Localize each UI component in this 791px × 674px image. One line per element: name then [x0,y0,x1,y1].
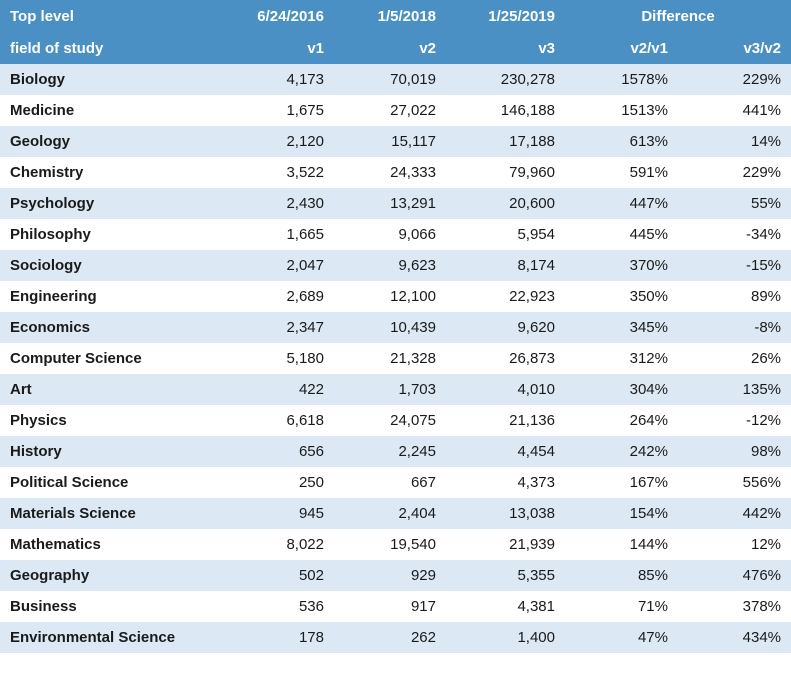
table-row [0,498,791,529]
cell-v3-over-v2: -12% [678,405,791,436]
cell-v2-over-v1: 85% [565,560,678,591]
cell-v3: 13,038 [446,498,565,529]
table-row [0,126,791,157]
header-top-level: Top level [0,0,222,32]
header-difference: Difference [565,0,791,32]
cell-field: Chemistry [0,157,222,188]
cell-v1: 2,430 [222,188,334,219]
cell-v2-over-v1: 370% [565,250,678,281]
cell-v3: 8,174 [446,250,565,281]
cell-v2: 2,245 [334,436,446,467]
table-row [0,250,791,281]
cell-field: Mathematics [0,529,222,560]
cell-v1: 2,347 [222,312,334,343]
cell-field: Sociology [0,250,222,281]
cell-v2: 70,019 [334,64,446,95]
cell-v2: 917 [334,591,446,622]
cell-v2-over-v1: 1513% [565,95,678,126]
cell-v3: 5,355 [446,560,565,591]
cell-v1: 1,665 [222,219,334,250]
cell-v2: 2,404 [334,498,446,529]
cell-v2: 9,066 [334,219,446,250]
cell-v1: 2,120 [222,126,334,157]
cell-v2-over-v1: 264% [565,405,678,436]
cell-v2-over-v1: 144% [565,529,678,560]
cell-v2-over-v1: 350% [565,281,678,312]
cell-v2-over-v1: 447% [565,188,678,219]
cell-v1: 2,047 [222,250,334,281]
cell-v3-over-v2: -8% [678,312,791,343]
cell-v2-over-v1: 167% [565,467,678,498]
table-row [0,343,791,374]
cell-v1: 178 [222,622,334,653]
cell-field: Art [0,374,222,405]
table-row [0,312,791,343]
cell-v3-over-v2: 229% [678,64,791,95]
cell-field: Computer Science [0,343,222,374]
cell-field: History [0,436,222,467]
cell-v3-over-v2: -34% [678,219,791,250]
cell-v3: 4,010 [446,374,565,405]
cell-v3-over-v2: 26% [678,343,791,374]
cell-v3-over-v2: 556% [678,467,791,498]
table-row [0,436,791,467]
header-v3: v3 [446,32,565,64]
table-row [0,95,791,126]
header-row-versions [0,32,791,64]
cell-v1: 5,180 [222,343,334,374]
cell-v1: 422 [222,374,334,405]
table-body [0,64,791,653]
cell-field: Medicine [0,95,222,126]
table-row [0,188,791,219]
table-header [0,0,791,64]
cell-v2: 24,075 [334,405,446,436]
cell-field: Materials Science [0,498,222,529]
cell-v3-over-v2: 229% [678,157,791,188]
cell-v3-over-v2: 441% [678,95,791,126]
table-row [0,405,791,436]
table-row [0,560,791,591]
cell-v3: 5,954 [446,219,565,250]
cell-v2-over-v1: 47% [565,622,678,653]
header-row-dates [0,0,791,32]
cell-v3-over-v2: -15% [678,250,791,281]
cell-v3: 20,600 [446,188,565,219]
cell-v2: 27,022 [334,95,446,126]
header-date-v1: 6/24/2016 [222,0,334,32]
cell-field: Psychology [0,188,222,219]
header-date-v3: 1/25/2019 [446,0,565,32]
cell-v2: 9,623 [334,250,446,281]
cell-v1: 656 [222,436,334,467]
table-row [0,219,791,250]
cell-v3: 1,400 [446,622,565,653]
cell-v2: 262 [334,622,446,653]
cell-field: Geography [0,560,222,591]
cell-v3: 4,454 [446,436,565,467]
cell-v3: 230,278 [446,64,565,95]
table-row [0,281,791,312]
cell-v3: 79,960 [446,157,565,188]
cell-field: Biology [0,64,222,95]
cell-v3: 9,620 [446,312,565,343]
table-row [0,467,791,498]
cell-v2: 19,540 [334,529,446,560]
cell-v2: 21,328 [334,343,446,374]
cell-v3: 21,136 [446,405,565,436]
cell-v3: 4,381 [446,591,565,622]
cell-v2: 13,291 [334,188,446,219]
table-row [0,64,791,95]
cell-v1: 945 [222,498,334,529]
cell-v2: 15,117 [334,126,446,157]
cell-v2-over-v1: 312% [565,343,678,374]
cell-field: Environmental Science [0,622,222,653]
header-v2-over-v1: v2/v1 [565,32,678,64]
cell-v1: 250 [222,467,334,498]
cell-v3: 17,188 [446,126,565,157]
cell-v2-over-v1: 304% [565,374,678,405]
cell-v2-over-v1: 591% [565,157,678,188]
cell-field: Business [0,591,222,622]
cell-v2: 1,703 [334,374,446,405]
cell-v3-over-v2: 98% [678,436,791,467]
cell-v3: 4,373 [446,467,565,498]
cell-v1: 536 [222,591,334,622]
cell-field: Economics [0,312,222,343]
cell-v3-over-v2: 378% [678,591,791,622]
cell-v3-over-v2: 12% [678,529,791,560]
cell-v2-over-v1: 1578% [565,64,678,95]
cell-v3-over-v2: 55% [678,188,791,219]
cell-v1: 8,022 [222,529,334,560]
cell-field: Philosophy [0,219,222,250]
cell-v2: 929 [334,560,446,591]
cell-v2-over-v1: 613% [565,126,678,157]
table-row [0,622,791,653]
cell-v3-over-v2: 14% [678,126,791,157]
cell-v2: 10,439 [334,312,446,343]
header-field-of-study: field of study [0,32,222,64]
cell-v3: 146,188 [446,95,565,126]
header-v1: v1 [222,32,334,64]
cell-v2-over-v1: 445% [565,219,678,250]
header-v3-over-v2: v3/v2 [678,32,791,64]
cell-v1: 6,618 [222,405,334,436]
cell-v3-over-v2: 434% [678,622,791,653]
cell-v2-over-v1: 71% [565,591,678,622]
cell-v1: 4,173 [222,64,334,95]
table-row [0,591,791,622]
cell-v2-over-v1: 154% [565,498,678,529]
cell-field: Geology [0,126,222,157]
cell-field: Physics [0,405,222,436]
cell-v3: 21,939 [446,529,565,560]
cell-v2: 667 [334,467,446,498]
cell-v3: 22,923 [446,281,565,312]
cell-v2: 24,333 [334,157,446,188]
cell-v3-over-v2: 476% [678,560,791,591]
cell-field: Engineering [0,281,222,312]
table-row [0,374,791,405]
cell-v3-over-v2: 89% [678,281,791,312]
cell-v1: 2,689 [222,281,334,312]
cell-v3: 26,873 [446,343,565,374]
cell-v1: 502 [222,560,334,591]
cell-v3-over-v2: 135% [678,374,791,405]
cell-v1: 1,675 [222,95,334,126]
cell-v2: 12,100 [334,281,446,312]
table-row [0,157,791,188]
cell-v3-over-v2: 442% [678,498,791,529]
cell-field: Political Science [0,467,222,498]
table-row [0,529,791,560]
header-date-v2: 1/5/2018 [334,0,446,32]
cell-v1: 3,522 [222,157,334,188]
cell-v2-over-v1: 242% [565,436,678,467]
header-v2: v2 [334,32,446,64]
cell-v2-over-v1: 345% [565,312,678,343]
